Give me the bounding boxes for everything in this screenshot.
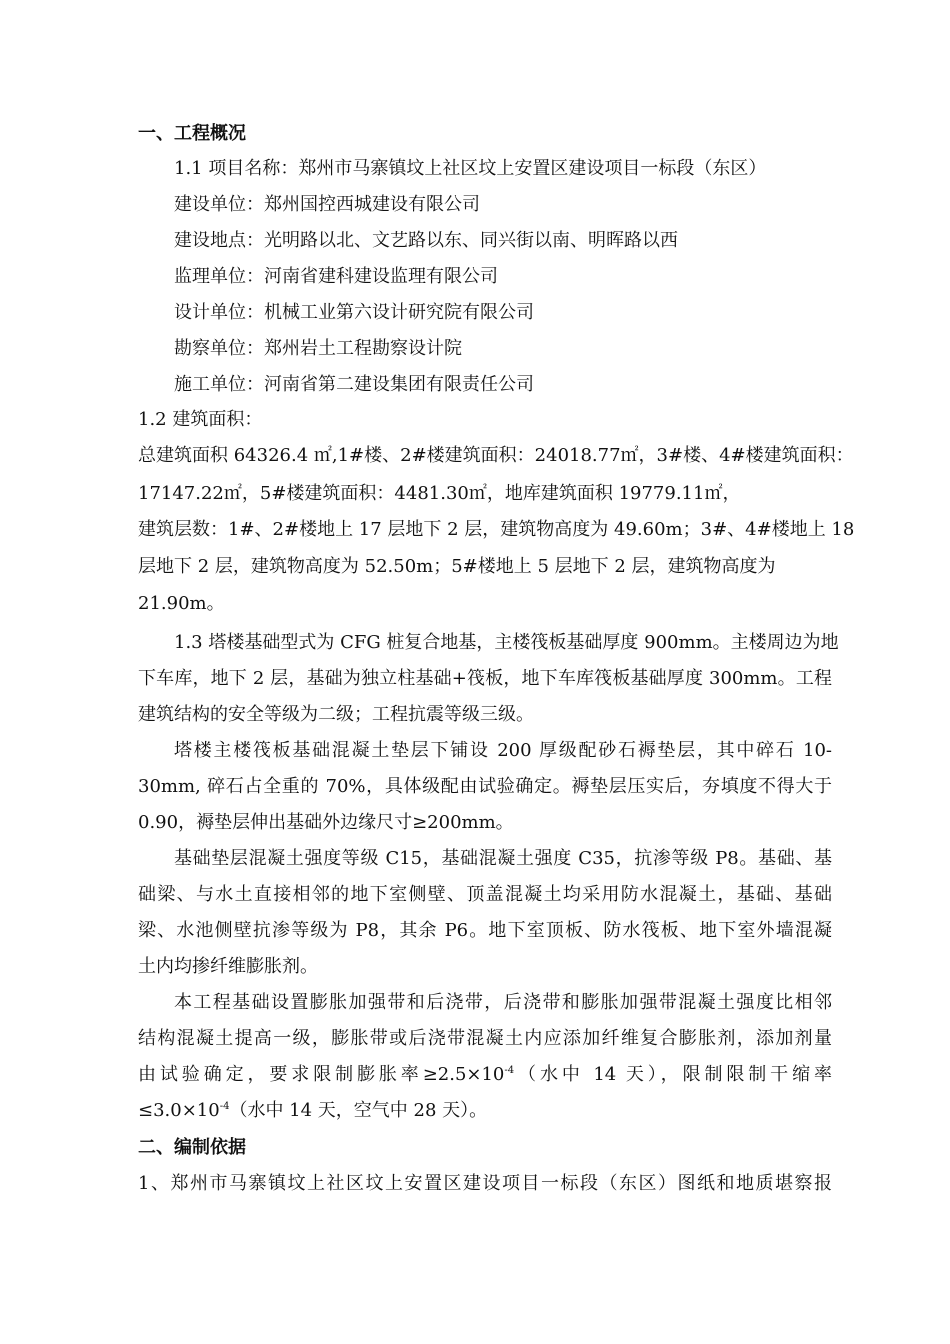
area-line: 17147.22㎡，5#楼建筑面积：4481.30㎡，地库建筑面积 19779.11㎡， — [138, 483, 741, 504]
concrete-paragraph-line: 梁、水池侧壁抗渗等级为 P8，其余 P6。地下室顶板、防水筏板、地下室外墙混凝 — [138, 920, 832, 941]
area-subheading: 1.2 建筑面积： — [138, 409, 263, 430]
owner-line: 建设单位：郑州国控西城建设有限公司 — [174, 194, 480, 215]
cushion-paragraph-line: 30mm, 碎石占全重的 70%，具体级配由试验确定。褥垫层压实后，夯填度不得大于 — [138, 776, 832, 797]
band-paragraph-line — [138, 1063, 832, 1087]
exponent: -4 — [504, 1065, 515, 1076]
basis-item-line: 1、郑州市马寨镇坟上社区坟上安置区建设项目一标段（东区）图纸和地质堪察报 — [138, 1173, 832, 1194]
band-text: 由试验确定，要求限制膨胀率≥2.5×10 — [138, 1064, 505, 1085]
band-paragraph-line: 结构混凝土提高一级，膨胀带或后浇带混凝土内应添加纤维复合膨胀剂，添加剂量 — [138, 1028, 832, 1049]
section-heading-overview: 一、工程概况 — [138, 123, 246, 144]
area-line: 总建筑面积 64326.4 ㎡,1#楼、2#楼建筑面积：24018.77㎡，3#楼、4#楼建筑面积： — [138, 445, 854, 466]
floors-line: 建筑层数：1#、2#楼地上 17 层地下 2 层，建筑物高度为 49.60m；3#、4#楼地上 18 — [138, 519, 855, 540]
concrete-paragraph-line: 基础垫层混凝土强度等级 C15，基础混凝土强度 C35，抗渗等级 P8。基础、基 — [174, 848, 832, 869]
foundation-paragraph-line: 1.3 塔楼基础型式为 CFG 桩复合地基，主楼筏板基础厚度 900mm。主楼周边为地 — [174, 632, 839, 653]
cushion-paragraph-line: 塔楼主楼筏板基础混凝土垫层下铺设 200 厚级配砂石褥垫层，其中碎石 10- — [174, 740, 832, 761]
band-text: （水中 14 天），限制限制干缩率 — [514, 1064, 832, 1085]
cushion-paragraph-line: 0.90，褥垫层伸出基础外边缘尺寸≥200mm。 — [138, 812, 514, 833]
contractor-line: 施工单位：河南省第二建设集团有限责任公司 — [174, 374, 534, 395]
floors-line: 层地下 2 层，建筑物高度为 52.50m；5#楼地上 5 层地下 2 层，建筑物高度为 — [138, 556, 776, 577]
floors-line: 21.90m。 — [138, 593, 225, 614]
concrete-paragraph-line: 础梁、与水土直接相邻的地下室侧壁、顶盖混凝土均采用防水混凝土，基础、基础 — [138, 884, 832, 905]
location-line: 建设地点：光明路以北、文艺路以东、同兴街以南、明晖路以西 — [174, 230, 678, 251]
supervisor-line: 监理单位：河南省建科建设监理有限公司 — [174, 266, 498, 287]
concrete-paragraph-line: 土内均掺纤维膨胀剂。 — [138, 956, 318, 977]
foundation-paragraph-line: 建筑结构的安全等级为二级；工程抗震等级三级。 — [138, 704, 534, 725]
band-text: （水中 14 天，空气中 28 天）。 — [229, 1100, 488, 1121]
band-paragraph-line: 本工程基础设置膨胀加强带和后浇带，后浇带和膨胀加强带混凝土强度比相邻 — [174, 992, 832, 1013]
designer-line: 设计单位：机械工业第六设计研究院有限公司 — [174, 302, 534, 323]
band-paragraph-line — [138, 1099, 487, 1123]
project-name-line: 1.1 项目名称：郑州市马寨镇坟上社区坟上安置区建设项目一标段（东区） — [174, 158, 767, 179]
foundation-paragraph-line: 下车库，地下 2 层，基础为独立柱基础+筏板，地下车库筏板基础厚度 300mm。工程 — [138, 668, 832, 689]
section-heading-basis: 二、编制依据 — [138, 1137, 246, 1158]
exponent: -4 — [219, 1101, 230, 1112]
surveyor-line: 勘察单位：郑州岩土工程勘察设计院 — [174, 338, 462, 359]
band-text: ≤3.0×10 — [138, 1100, 220, 1121]
